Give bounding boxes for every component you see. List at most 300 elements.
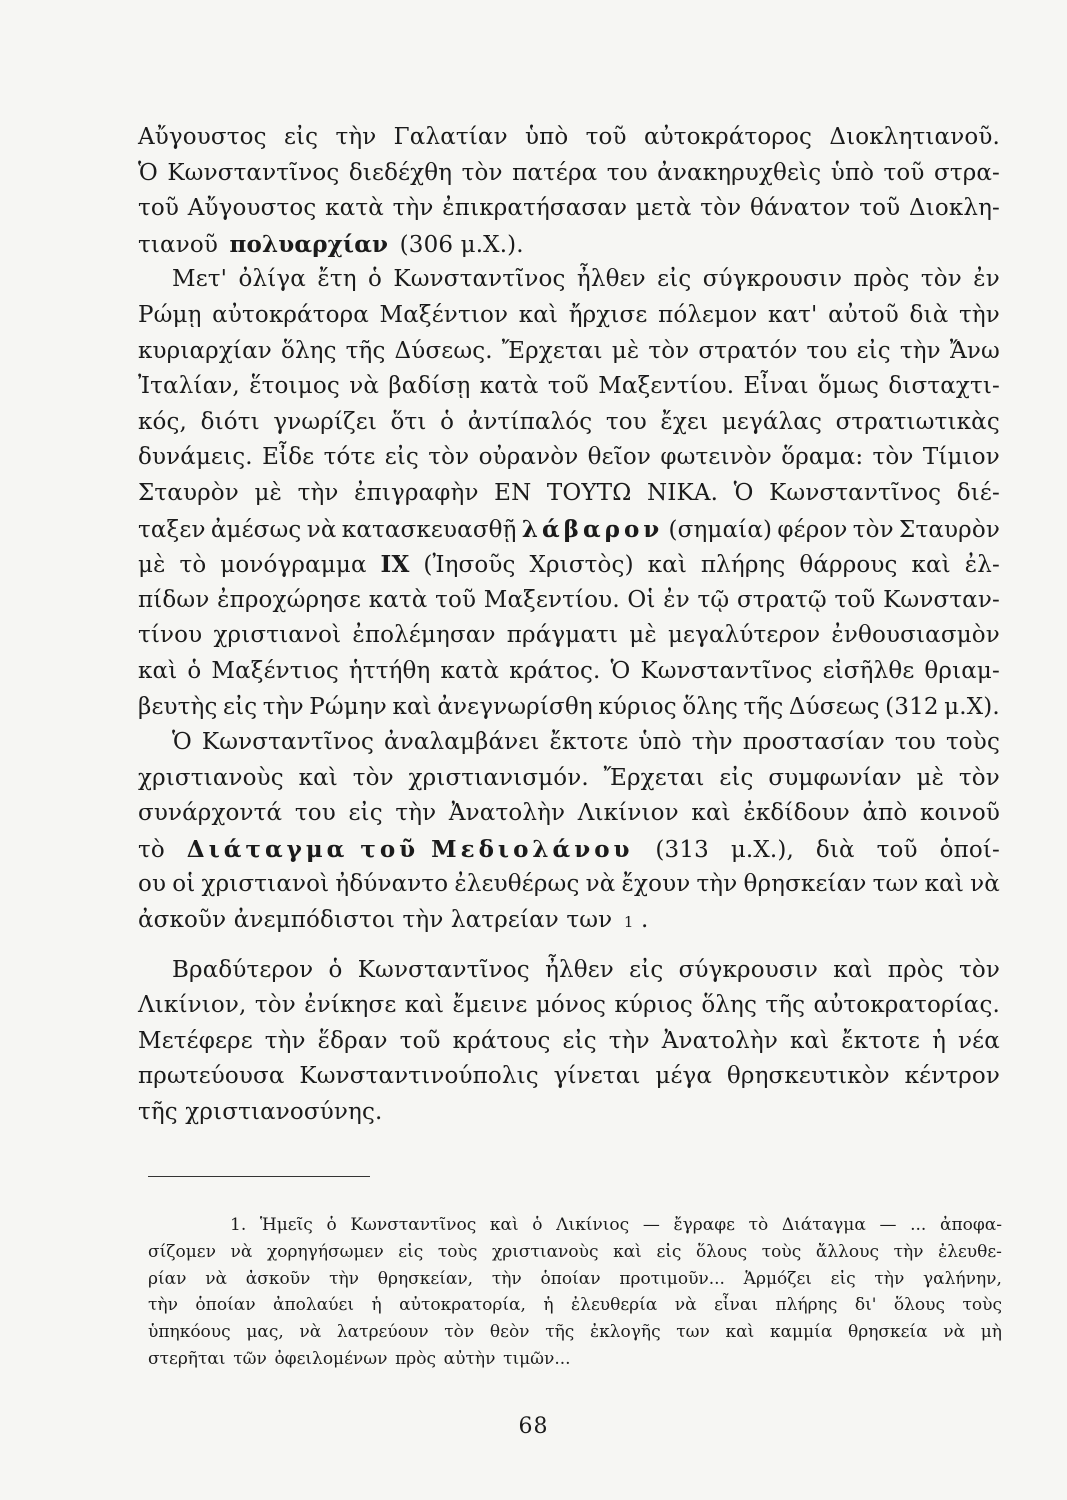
word: θεὸν	[489, 1322, 530, 1343]
word: εἰς	[657, 266, 692, 293]
paragraph-p4	[138, 953, 1000, 1131]
word: ἐπικρατήσασαν	[442, 195, 628, 222]
word: μὲ	[916, 764, 945, 791]
word: μ.Χ.),	[730, 836, 794, 863]
word: τῆς	[345, 337, 386, 364]
word: αὐτὴν	[443, 1348, 496, 1369]
word: τὸν	[352, 764, 394, 791]
text-line	[138, 867, 1000, 903]
word: ἀμέσως	[210, 516, 302, 543]
word: ὁ	[532, 1215, 543, 1235]
word: τὸν	[428, 444, 470, 471]
word: ἡ	[543, 1295, 554, 1316]
word: ἦλθεν	[545, 956, 614, 983]
word: ΤΟΥΤΩ	[546, 479, 632, 506]
word: τοὺς	[962, 1295, 1002, 1316]
word: Μαξεντίου.	[483, 586, 620, 613]
word: καὶ	[392, 693, 432, 720]
word: Ἔρχεται	[603, 764, 705, 791]
word: ἀπολαύει	[273, 1295, 354, 1316]
text-line	[138, 1059, 1000, 1095]
text-segment: ἀσκοῦν ἀνεμπόδιστοι τὴν λατρείαν των	[138, 907, 613, 934]
word: Εἶναι	[743, 373, 809, 400]
word: Δύσεως	[788, 693, 880, 720]
paragraph-p1	[138, 120, 1000, 262]
word: μέγα	[655, 1063, 713, 1090]
word: εἰς	[656, 1241, 682, 1262]
word: στρατῷ	[736, 586, 827, 613]
word: χριστιανοὺς	[138, 764, 284, 791]
word: τὸν	[920, 266, 962, 293]
word: δι'	[854, 1295, 877, 1316]
word: εἰς	[348, 800, 383, 827]
word: καὶ	[647, 552, 687, 579]
word: δυνάμεις.	[138, 444, 253, 471]
word: τοῦ	[138, 195, 180, 222]
word: κατασκευασθῇ	[341, 516, 517, 543]
word: ὑπὸ	[638, 729, 682, 756]
word: τὴν	[395, 800, 437, 827]
word: ἀντίπαλός	[467, 408, 593, 435]
word: Ρώμῃ	[138, 301, 202, 328]
word: Λικίνιον	[577, 800, 679, 827]
word: λατρεύουν	[336, 1322, 429, 1343]
word: Κωνσταντῖνος	[350, 1215, 477, 1235]
word: ἔχει	[660, 408, 709, 435]
word: ὁποί-	[939, 836, 1000, 863]
word: Κωνσταντῖνος	[201, 729, 375, 756]
word: νὰ	[970, 871, 1000, 898]
word: κυριαρχίαν	[138, 337, 272, 364]
word: τὴν	[893, 1241, 924, 1262]
word: ἐκλογῆς	[589, 1322, 661, 1343]
word: ὅλους	[893, 1295, 946, 1316]
word: ὅραμα:	[781, 444, 864, 471]
word: Κωνσταντῖνος	[393, 266, 566, 293]
word: ὑπηκόους	[148, 1322, 231, 1343]
text-line	[138, 440, 1000, 476]
word: εἰς	[562, 1027, 597, 1054]
word: νὰ	[585, 871, 616, 898]
word: πράγματι	[506, 622, 619, 649]
word: ὁ	[368, 266, 383, 293]
word: ὁ	[187, 657, 202, 684]
word: ταξεν	[138, 516, 206, 543]
text-line	[138, 654, 1000, 690]
word: Μαξέντιον	[379, 301, 509, 328]
word: των	[676, 1322, 710, 1343]
emphasis-bold: πολυαρχίαν	[229, 230, 389, 258]
text-line	[138, 583, 1000, 619]
word: 1.	[230, 1215, 247, 1235]
footnote-line	[148, 1346, 1002, 1373]
word: Ρώμην	[309, 693, 387, 720]
word: τὴν	[696, 871, 738, 898]
word: κατ'	[767, 301, 818, 328]
word: προτιμοῦν...	[619, 1268, 725, 1289]
word: Εἶδε	[262, 444, 315, 471]
word: στρατόν	[698, 337, 798, 364]
word: πρὸς	[887, 956, 944, 983]
word: εἰς	[856, 337, 891, 364]
word: μετὰ	[635, 195, 692, 222]
word: ρίαν	[148, 1268, 187, 1289]
text-line	[138, 298, 1000, 334]
word: ἄλλους	[815, 1241, 879, 1262]
word: τῆς	[545, 1322, 575, 1343]
word: στερῆται	[148, 1348, 226, 1369]
word: διεδέχθη	[348, 159, 453, 186]
word: φωτεινὸν	[660, 444, 772, 471]
word: ὅτι	[390, 408, 427, 435]
word: καὶ	[404, 992, 445, 1019]
word: τὸ	[138, 836, 165, 863]
word: καὶ	[725, 1322, 755, 1343]
text-segment: .	[641, 907, 649, 934]
word: ὑπὸ	[525, 124, 569, 150]
word: ἐλ-	[964, 552, 1000, 579]
word: καὶ	[924, 871, 964, 898]
paragraph-p3	[138, 725, 1000, 939]
word: μονόγραμμα	[220, 552, 367, 579]
word: τὴν	[335, 124, 377, 150]
word: Λικίνιος	[556, 1215, 630, 1235]
word: τὴν	[297, 479, 339, 506]
word: καὶ	[833, 956, 873, 983]
word: τοῦ	[547, 373, 589, 400]
word: καὶ	[518, 301, 559, 328]
word: τοῦ	[859, 195, 901, 222]
word: αὐτοκρατορία,	[399, 1295, 526, 1316]
word: συμφωνίαν	[768, 764, 902, 791]
word: ἐλευθέρως	[454, 871, 580, 898]
text-line	[138, 725, 1000, 761]
word: Ἀνατολὴν	[661, 1027, 778, 1054]
word: νὰ	[299, 1322, 322, 1343]
word: Μαξέντιος	[211, 657, 339, 684]
word: χριστιανοὶ	[201, 871, 330, 898]
word: σύγκρουσιν	[678, 956, 818, 983]
word: ἔμεινε	[452, 992, 528, 1019]
word: ἔγραφε	[673, 1215, 735, 1235]
word: θρησκείαν	[743, 871, 867, 898]
word: Ἁρμόζει	[743, 1268, 812, 1289]
word: νὰ	[674, 1295, 697, 1316]
word: μὲ	[611, 337, 640, 364]
word: ου	[138, 871, 167, 898]
word: πόλεμον	[658, 301, 758, 328]
word: Ἀνατολὴν	[448, 800, 566, 827]
word: ἀνακηρυχθεὶς	[657, 159, 822, 186]
emphasis-spaced: Διάταγμα τοῦ Μεδιολάνου	[186, 835, 634, 863]
word: μεγάλας	[721, 408, 822, 435]
word: μ.Χ).	[944, 693, 1000, 720]
word: κατὰ	[368, 586, 428, 613]
word: τιμῶν...	[503, 1348, 571, 1369]
text-line	[138, 1095, 1000, 1131]
word: αὐτοῦ	[828, 301, 899, 328]
word: κατὰ	[479, 373, 539, 400]
text-line	[138, 1024, 1000, 1060]
word: Κωνσταντῖνος	[357, 956, 530, 983]
word: τὴν	[262, 693, 304, 720]
word: ἤρχισε	[568, 301, 648, 328]
word: Διοκλητιανοῦ.	[829, 124, 1000, 150]
word: Ὁ	[172, 729, 192, 756]
word: τοὺς	[437, 1241, 478, 1262]
text-line: ἀσκοῦν ἀνεμπόδιστοι τὴν λατρείαν των 1 .	[138, 903, 1000, 939]
word: ἔκτοτε	[841, 1027, 921, 1054]
word: Κωνσταντῖνος	[167, 159, 340, 186]
word: του	[806, 337, 848, 364]
text-line	[138, 369, 1000, 405]
word: Οἱ	[627, 586, 656, 613]
word: μὲ	[629, 622, 657, 649]
word: ὁ	[440, 408, 455, 435]
word: πρωτεύουσα	[138, 1063, 285, 1090]
word: χορηγήσωμεν	[266, 1241, 384, 1262]
word: εἰσῆλθε	[822, 657, 915, 684]
paragraph-p2	[138, 262, 1000, 725]
word: θριαμ-	[924, 657, 1000, 684]
text-line	[138, 227, 1000, 263]
word: ὁποίαν	[540, 1268, 601, 1289]
word: —	[879, 1215, 897, 1235]
word: —	[642, 1215, 660, 1235]
word: θρησκεία	[847, 1322, 928, 1343]
word: γαλήνην,	[923, 1268, 1002, 1289]
word: φέρον	[777, 516, 848, 543]
word: Κωνσταντῖνος	[769, 479, 942, 506]
text-line	[138, 156, 1000, 192]
text-line	[138, 512, 1000, 548]
word: ὀφειλομένων	[274, 1348, 388, 1369]
word: νὰ	[230, 1241, 253, 1262]
word: ἐπιγραφὴν	[354, 479, 479, 506]
word: ἀνεγνωρίσθη	[437, 693, 593, 720]
word: πρὸς	[853, 266, 910, 293]
word: ἕδραν	[317, 1027, 388, 1054]
word: Σταυρὸν	[899, 516, 1000, 543]
word: νὰ	[205, 1268, 228, 1289]
word: εἰς	[223, 693, 258, 720]
word: τότε	[323, 444, 376, 471]
word: πλήρης	[700, 552, 786, 579]
word: τὴν	[608, 1027, 650, 1054]
word: τίνου	[138, 622, 203, 649]
word: τὸν	[461, 159, 503, 186]
word: εἰς	[398, 1241, 424, 1262]
emphasis-bold: ΙΧ	[380, 551, 410, 579]
word: τὸν	[852, 516, 894, 543]
main-text-body	[138, 120, 1000, 1131]
word: τὸ	[179, 552, 207, 579]
word: τὴν	[958, 301, 1000, 328]
footnote-line	[148, 1266, 1002, 1293]
word: ὁ	[328, 956, 343, 983]
word: Μετέφερε	[138, 1027, 253, 1054]
word: τὴν	[392, 195, 434, 222]
word: εἰς	[719, 764, 754, 791]
word: τοὺς	[945, 729, 1000, 756]
word: Διοκλη-	[908, 195, 1000, 222]
word: τοῦ	[435, 586, 477, 613]
word: τοῦ	[585, 124, 627, 150]
word: τὸν	[872, 444, 914, 471]
word: τῷ	[697, 586, 730, 613]
word: κύριος	[614, 992, 693, 1019]
word: Ὁ	[733, 479, 754, 506]
word: Κωνσταν-	[883, 586, 1000, 613]
word: εἰς	[629, 956, 664, 983]
word: Μετ'	[172, 266, 228, 293]
word: Μαξεντίου.	[598, 373, 735, 400]
text-line	[138, 761, 1000, 797]
word: τὸν	[958, 764, 1000, 791]
word: καὶ	[298, 764, 338, 791]
word: ἐλευθερία	[571, 1295, 658, 1316]
word: Ἔρχεται	[501, 337, 603, 364]
word: κός,	[138, 408, 188, 435]
word: θρησκείαν,	[377, 1268, 474, 1289]
word: Ἄνω	[949, 337, 1000, 364]
text-line	[138, 405, 1000, 441]
footnote-line	[148, 1319, 1002, 1346]
word: τὸν	[700, 195, 742, 222]
text-line	[138, 988, 1000, 1024]
word: ὅλους	[696, 1241, 748, 1262]
word: ὁποίαν	[195, 1295, 256, 1316]
word: (312	[885, 693, 939, 720]
word: των	[872, 871, 919, 898]
word: αὐτοκράτορος	[643, 124, 813, 150]
word: καὶ	[789, 1027, 830, 1054]
word: πρὸς	[395, 1348, 437, 1369]
word: Αὔγουστος	[187, 195, 317, 222]
word: Ὁ	[610, 657, 631, 684]
word: Βραδύτερον	[172, 956, 314, 983]
page-number: 68	[518, 1414, 549, 1439]
word: Τίμιον	[922, 444, 1000, 471]
word: τὴν	[329, 1268, 360, 1289]
word: τοῦ	[834, 586, 876, 613]
word: ἐν	[663, 586, 690, 613]
word: τὸ	[748, 1215, 769, 1235]
word: εἰς	[830, 1268, 856, 1289]
text-segment: τῆς χριστιανοσύνης.	[138, 1099, 383, 1126]
word: τοῦ	[883, 159, 925, 186]
word: τὴν	[874, 1268, 905, 1289]
word: του	[294, 800, 336, 827]
text-line	[138, 191, 1000, 227]
word: γνωρίζει	[273, 408, 377, 435]
word: ὅλης	[280, 337, 337, 364]
word: τὴν	[899, 337, 941, 364]
word: αὐτοκρατορίας.	[813, 992, 1000, 1019]
word: ὀλίγα	[238, 266, 306, 293]
word: μεγαλύτερον	[667, 622, 821, 649]
emphasis-spaced: λάβαρον	[521, 515, 664, 543]
text-line	[138, 690, 1000, 726]
word: θάνατον	[749, 195, 851, 222]
word: ἀναλαμβάνει	[384, 729, 540, 756]
text-line	[138, 476, 1000, 512]
word: Λικίνιον,	[138, 992, 247, 1019]
word: οἱ	[172, 871, 196, 898]
word: ἦλθεν	[576, 266, 646, 293]
word: ἐνθουσιασμὸν	[831, 622, 1000, 649]
word: διὰ	[909, 301, 949, 328]
word: ἐν	[973, 266, 1000, 293]
word: διὰ	[815, 836, 855, 863]
word: διέ-	[956, 479, 1000, 506]
word: καὶ	[613, 1241, 642, 1262]
footnote-block	[148, 1212, 1002, 1373]
paragraph-gap	[138, 939, 1000, 953]
word: ἀπὸ	[862, 800, 908, 827]
word: ἔκτοτε	[549, 729, 629, 756]
word: χριστιανοὶ	[213, 622, 342, 649]
text-line	[138, 120, 1000, 156]
text-line	[138, 953, 1000, 989]
word: εἶναι	[714, 1295, 759, 1316]
word: Διάταγμα	[781, 1215, 866, 1235]
word: βευτὴς	[138, 693, 218, 720]
word: Αὔγουστος	[138, 124, 267, 150]
word: μας,	[246, 1322, 284, 1343]
word: τὸν	[958, 956, 1000, 983]
word: τὴν	[491, 1268, 522, 1289]
word: ἡττήθη	[348, 657, 431, 684]
word: κοινοῦ	[920, 800, 1000, 827]
text-line	[138, 796, 1000, 832]
word: κατὰ	[325, 195, 384, 222]
word: Κωνσταντῖνος	[640, 657, 813, 684]
word: τῶν	[233, 1348, 267, 1369]
word: Χριστὸς)	[529, 552, 634, 579]
word: νὰ	[349, 373, 380, 400]
word: νὰ	[943, 1322, 966, 1343]
text-line	[138, 334, 1000, 370]
word: τῆς	[743, 693, 784, 720]
word: γίνεται	[553, 1063, 641, 1090]
word: καὶ	[911, 552, 951, 579]
word: προστασίαν	[742, 729, 885, 756]
word: ἐνίκησε	[304, 992, 397, 1019]
word: βαδίσῃ	[388, 373, 471, 400]
word: καὶ	[138, 657, 178, 684]
word: Κωνσταντινούπολις	[299, 1063, 539, 1090]
word: του	[606, 159, 648, 186]
word: νέα	[958, 1027, 1000, 1054]
word: Ἡμεῖς	[259, 1215, 313, 1235]
word: ἡ	[371, 1295, 382, 1316]
word: πλήρης	[775, 1295, 838, 1316]
word: ὁ	[326, 1215, 337, 1235]
word: τοὺς	[761, 1241, 802, 1262]
word: καὶ	[489, 1215, 519, 1235]
word: ἐπροχώρησε	[217, 586, 362, 613]
word: οὐρανὸν	[478, 444, 579, 471]
word: Δύσεως.	[394, 337, 493, 364]
word: αὐτοκράτορα	[212, 301, 369, 328]
word: στρατιωτικὰς	[835, 408, 1000, 435]
footnote-line	[148, 1212, 1002, 1239]
word: θεῖον	[587, 444, 652, 471]
word: τὴν	[691, 729, 733, 756]
text-segment: (306 μ.Χ.).	[399, 231, 524, 258]
word: ...	[910, 1215, 927, 1235]
